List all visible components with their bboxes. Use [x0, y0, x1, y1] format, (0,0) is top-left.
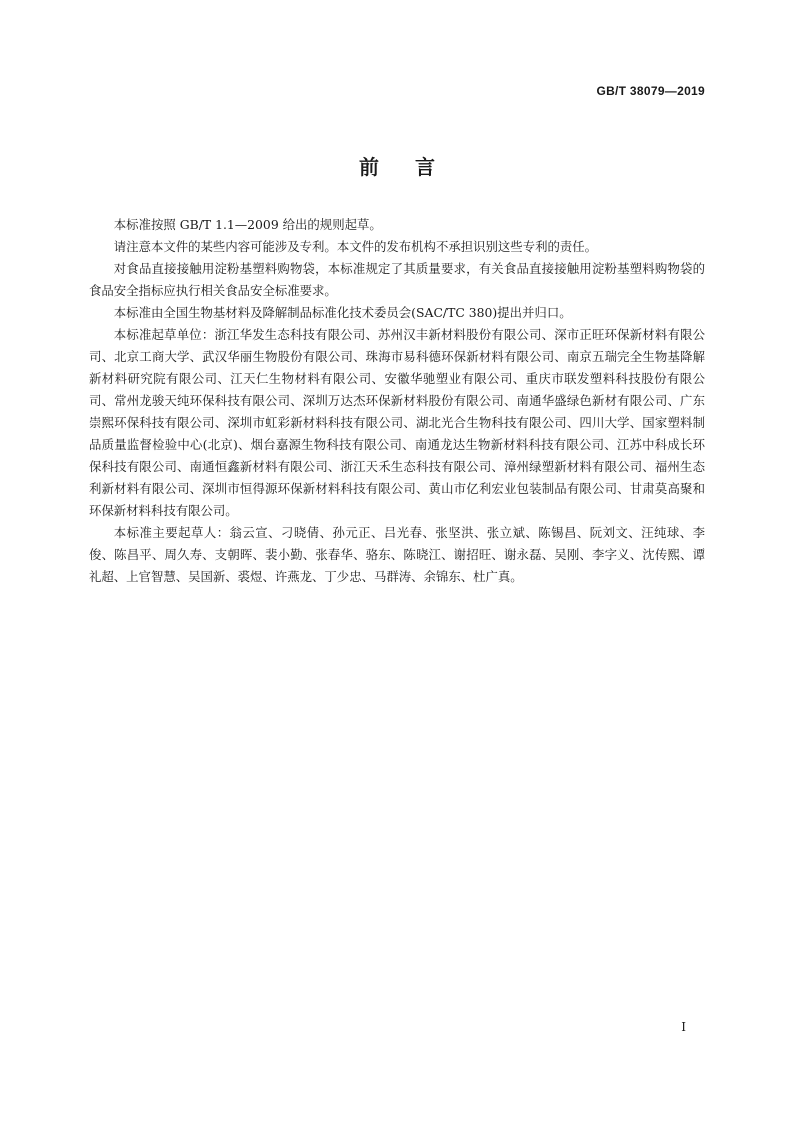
page-title: 前言	[359, 155, 471, 179]
page-number: I	[681, 1020, 686, 1034]
paragraph-scope: 对食品直接接触用淀粉基塑料购物袋，本标准规定了其质量要求，有关食品直接接触用淀粉基塑料购物袋的食品安全指标应执行相关食品安全标准要求。	[89, 261, 705, 298]
foreword-body	[89, 214, 705, 588]
paragraph-committee: 本标准由全国生物基材料及降解制品标准化技术委员会(SAC/TC 380)提出并归口。	[113, 305, 572, 320]
paragraph-drafting-rules: 本标准按照 GB/T 1.1—2009 给出的规则起草。	[113, 217, 382, 232]
paragraph-drafting-units: 本标准起草单位：浙江华发生态科技有限公司、苏州汉丰新材料股份有限公司、深市正旺环保新材料有限公司、北京工商大学、武汉华丽生物股份有限公司、珠海市易科德环保新材料有限公司、南京五瑞完全生物基降解新材料研究院有限公司、江天仁生物材料有限公司、安徽华驰塑业有限公司、重庆市联发塑料科技股份有限公司、常州龙骏天纯环保科技有限公司、深圳万达杰环保新材料股份有限公司、南通华盛绿色新材有限公司、广东崇熙环保科技有限公司、深圳市虹彩新材料科技有限公司、湖北光合生物科技有限公司、四川大学、国家塑料制品质量监督检验中心(北京)、烟台嘉源生物科技有限公司、南通龙达生物新材料科技有限公司、江苏中科成长环保科技有限公司、南通恒鑫新材料有限公司、浙江天禾生态科技有限公司、漳州绿塑新材料有限公司、福州生态利新材料有限公司、深圳市恒得源环保新材料科技有限公司、黄山市亿利宏业包装制品有限公司、甘肃莫高聚和环保新材料科技有限公司。	[89, 327, 705, 518]
standard-code: GB/T 38079—2019	[596, 84, 705, 98]
paragraph-drafters: 本标准主要起草人：翁云宣、刁晓倩、孙元正、吕光春、张坚洪、张立斌、陈锡昌、阮刘文、汪纯球、李俊、陈昌平、周久寿、支朝晖、裴小勤、张春华、骆东、陈晓江、谢招旺、谢永磊、吴刚、李字义、沈传熙、谭礼超、上官智慧、吴国新、裘煜、许燕龙、丁少忠、马群涛、余锦东、杜广真。	[89, 525, 705, 584]
paragraph-patent-notice: 请注意本文件的某些内容可能涉及专利。本文件的发布机构不承担识别这些专利的责任。	[113, 239, 598, 254]
